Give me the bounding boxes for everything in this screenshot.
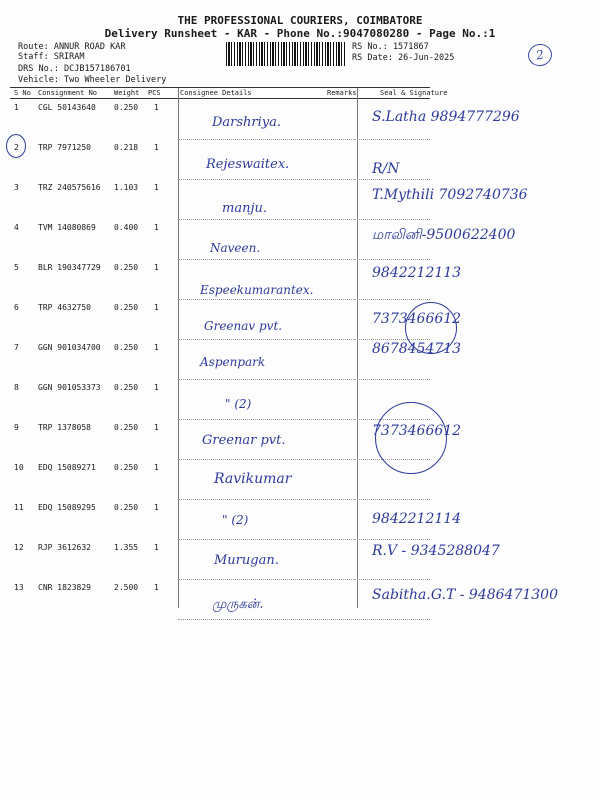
- table-row: [0, 341, 600, 381]
- row-separator: [178, 259, 430, 260]
- row-sno: 5: [14, 263, 19, 272]
- row-weight: 1.355: [114, 543, 139, 552]
- row-consignment: TVM 14080869: [38, 223, 96, 232]
- row-sno: 2: [14, 143, 19, 152]
- rs-number: RS No.: 1571867: [352, 42, 429, 52]
- row-consignment: TRP 1378058: [38, 423, 91, 432]
- barcode-image: [226, 42, 346, 66]
- row-pcs: 1: [154, 343, 159, 352]
- row-pcs: 1: [154, 183, 159, 192]
- row-pcs: 1: [154, 103, 159, 112]
- table-row: [0, 101, 600, 141]
- row-pcs: 1: [154, 503, 159, 512]
- table-row: [0, 581, 600, 621]
- row-pcs: 1: [154, 303, 159, 312]
- row-pcs: 1: [154, 263, 159, 272]
- table-row: [0, 501, 600, 541]
- row-weight: 0.250: [114, 383, 139, 392]
- runsheet-subtitle: Delivery Runsheet - KAR - Phone No.:9047080280 - Page No.:1: [104, 27, 496, 40]
- row-weight: 0.250: [114, 423, 139, 432]
- col-header-remarks: Remarks: [327, 89, 357, 97]
- row-separator: [178, 579, 430, 580]
- row-consignment: TRP 4632750: [38, 303, 91, 312]
- stamp-circle: [405, 302, 457, 354]
- row-signature-handwritten: மாலினி-9500622400: [372, 227, 516, 243]
- row-consignee-handwritten: Naveen.: [210, 241, 261, 255]
- row-sno: 8: [14, 383, 19, 392]
- col-header-weight: Weight: [114, 89, 140, 97]
- handwritten-page-mark: 2: [526, 42, 553, 68]
- row-consignee-handwritten: முருகன்.: [212, 597, 264, 612]
- row-pcs: 1: [154, 463, 159, 472]
- row-consignee-handwritten: Aspenpark: [200, 355, 266, 369]
- rs-date: RS Date: 26-Jun-2025: [352, 53, 455, 63]
- row-weight: 0.400: [114, 223, 139, 232]
- table-row: [0, 541, 600, 581]
- row-consignee-handwritten: Greenav pvt.: [204, 319, 283, 333]
- row-consignment: CGL 50143640: [38, 103, 96, 112]
- drs-number: DRS No.: DCJB157186701: [18, 64, 131, 74]
- table-top-rule: [10, 87, 430, 88]
- vehicle-label: Vehicle: Two Wheeler Delivery: [18, 75, 167, 85]
- row-weight: 0.250: [114, 303, 139, 312]
- handwritten-circle-mark: [6, 134, 26, 158]
- table-row: [0, 461, 600, 501]
- route-label: Route: ANNUR ROAD KAR: [18, 42, 126, 52]
- row-sno: 1: [14, 103, 19, 112]
- row-sno: 6: [14, 303, 19, 312]
- row-consignment: TRZ 240575616: [38, 183, 101, 192]
- row-weight: 2.500: [114, 583, 139, 592]
- row-sno: 9: [14, 423, 19, 432]
- table-row: [0, 301, 600, 341]
- row-signature-handwritten: 9842212114: [372, 511, 462, 527]
- row-consignment: EDQ 15089271: [38, 463, 96, 472]
- row-signature-handwritten: Sabitha.G.T - 9486471300: [372, 587, 558, 603]
- table-row: [0, 381, 600, 421]
- row-weight: 0.218: [114, 143, 139, 152]
- row-consignment: GGN 901034700: [38, 343, 101, 352]
- table-header-rule: [10, 98, 430, 99]
- company-title: THE PROFESSIONAL COURIERS, COIMBATORE: [177, 14, 423, 27]
- row-pcs: 1: [154, 143, 159, 152]
- row-sno: 3: [14, 183, 19, 192]
- col-header-sno: S No: [14, 89, 31, 97]
- row-consignee-handwritten: Greenar pvt.: [202, 433, 286, 448]
- row-separator: [178, 219, 430, 220]
- row-weight: 0.250: [114, 103, 139, 112]
- table-row: [0, 141, 600, 181]
- row-separator: [178, 619, 430, 620]
- row-consignment: RJP 3612632: [38, 543, 91, 552]
- row-weight: 0.250: [114, 343, 139, 352]
- row-sno: 12: [14, 543, 24, 552]
- col-header-consignee: Consignee Details: [180, 89, 252, 97]
- row-separator: [178, 299, 430, 300]
- staff-label: Staff: SRIRAM: [18, 52, 85, 62]
- row-separator: [178, 339, 430, 340]
- row-separator: [178, 499, 430, 500]
- row-sno: 7: [14, 343, 19, 352]
- table-row: [0, 421, 600, 461]
- row-consignment: CNR 1823829: [38, 583, 91, 592]
- row-consignee-handwritten: Rejeswaitex.: [206, 157, 290, 172]
- row-sno: 10: [14, 463, 24, 472]
- table-row: [0, 181, 600, 221]
- row-sno: 4: [14, 223, 19, 232]
- row-pcs: 1: [154, 583, 159, 592]
- row-signature-handwritten: S.Latha 9894777296: [372, 109, 520, 125]
- row-consignee-handwritten: Darshriya.: [212, 115, 282, 130]
- row-pcs: 1: [154, 383, 159, 392]
- row-separator: [178, 179, 430, 180]
- col-header-seal: Seal & Signature: [380, 89, 448, 97]
- row-consignment: BLR 190347729: [38, 263, 101, 272]
- row-consignee-handwritten: manju.: [222, 201, 267, 216]
- row-weight: 1.103: [114, 183, 139, 192]
- row-pcs: 1: [154, 223, 159, 232]
- col-header-pcs: PCS: [148, 89, 161, 97]
- row-consignee-handwritten: " (2): [222, 513, 249, 527]
- row-consignment: GGN 901053373: [38, 383, 101, 392]
- row-consignee-handwritten: Ravikumar: [214, 471, 292, 487]
- row-weight: 0.250: [114, 503, 139, 512]
- row-signature-handwritten: 7373466612: [372, 423, 462, 439]
- row-weight: 0.250: [114, 463, 139, 472]
- table-row: [0, 261, 600, 301]
- stamp-circle: [375, 402, 447, 474]
- row-signature-handwritten: 7373466612: [372, 311, 462, 327]
- row-pcs: 1: [154, 423, 159, 432]
- row-signature-handwritten: 8678454713: [372, 341, 462, 357]
- row-sno: 13: [14, 583, 24, 592]
- row-signature-handwritten: R/N: [372, 161, 400, 177]
- row-weight: 0.250: [114, 263, 139, 272]
- table-row: [0, 221, 600, 261]
- row-separator: [178, 139, 430, 140]
- row-consignee-handwritten: " (2): [225, 397, 252, 411]
- row-consignment: TRP 7971250: [38, 143, 91, 152]
- row-consignee-handwritten: Espeekumarantex.: [200, 283, 314, 297]
- row-separator: [178, 379, 430, 380]
- row-signature-handwritten: R.V - 9345288047: [372, 543, 500, 559]
- row-consignment: EDQ 15089295: [38, 503, 96, 512]
- row-signature-handwritten: 9842212113: [372, 265, 462, 281]
- row-consignee-handwritten: Murugan.: [214, 553, 279, 568]
- row-pcs: 1: [154, 543, 159, 552]
- row-sno: 11: [14, 503, 24, 512]
- row-signature-handwritten: T.Mythili 7092740736: [372, 187, 528, 203]
- col-header-consignment: Consignment No: [38, 89, 98, 97]
- row-separator: [178, 539, 430, 540]
